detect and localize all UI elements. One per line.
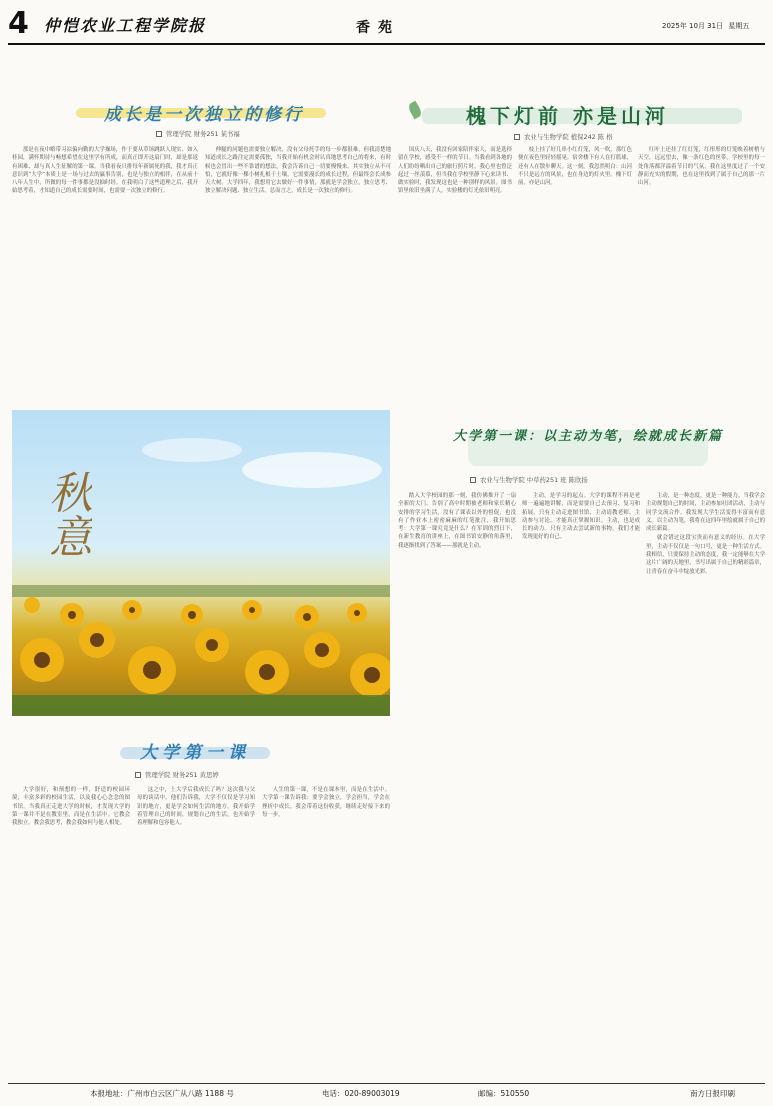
- article-4-col-2: 这之中，上大学后我成长了吗？这次我与父母的谈话中，他们告诉我，大学不仅仅是学习知识的地方，更是学会如何生活的地方。我开始学着管理自己的时间，规划自己的生活，也开始学着理解和包容他人。: [137, 787, 255, 827]
- masthead-rule: [8, 43, 765, 45]
- article-1-title: 成长是一次独立的修行: [104, 105, 304, 125]
- article-2-byline: 农业与生物学院 植保242 陈 格: [514, 132, 613, 141]
- leaf-icon: [407, 101, 424, 120]
- article-2-col-3: 红叶上还挂了红灯笼，红彤彤的灯笼映着树梢与天空，远远望去，像一条红色的丝带。学校里的每一处角落都洋溢着节日的气氛，我在这里度过了一个安静而充实的假期，也在这里找到了属于自己的那一片山河。: [638, 147, 765, 187]
- article-3-col-1: 踏入大学校园的那一刻，我仿佛推开了一扇全新的大门。告别了高中时期被老师和家长精心安排的学习生活，没有了课表以外的督促，也没有了作业本上密密麻麻的红笔批注，我开始思考：大学第一课究竟是什么？在军训的烈日下，在新生教育的讲座上，在图书馆安静的角落里，我逐渐找到了答案——那就是主动。: [398, 493, 516, 549]
- article-1-col-2: 伸腿的问题也需要独立解决，没有父母托手的每一步都很难，但我清楚地知道成长之路注定需要孤独，当我开始有机会时认真地思考自己的将来，有时候也会冒出一些不靠谱的想法，我会告诉自己一切要慢慢来。其实独立从不可怕，它就好像一棵小树扎根于土壤，它需要漫长的成长过程，但最终会长成参天大树。大学四年，我想用它去做好一件事情，那就是学会独立，独立思考、独立解决问题、独立生活。总而言之，成长是一次独立的修行。: [205, 147, 391, 195]
- section-title: 香苑: [356, 20, 400, 36]
- page-number: 4: [8, 6, 29, 41]
- article-3-title: 大学第一课：以主动为笔，绘就成长新篇: [452, 429, 723, 444]
- article-3-byline: 农业与生物学院 中草药251 班 陈欣扬: [470, 475, 588, 484]
- footer-phone: 电话：020-89003019: [322, 1089, 400, 1098]
- article-1-col-1: 那是在夜中略带习凉偏向勤的大学操场，作于要从草场跳跃人现实、如入桂园，满怀期待与畅想希望在这里学有所成，而真正即开这扇门时，却是那返有困难、却与真人生征解的第一课。当我看夜只排每年新属死的我，我才真正意识到“大学”本质上是一场与过去的赢事告别，也是与独立的相伴，在从前十八年人生中，所做的每一件事都是没抽时经。在我明白了这些道理之后，我开始思考着，才知道自己的成长需要时间，也需要一次独立的修行。: [12, 147, 198, 195]
- footer-rule: [8, 1083, 765, 1084]
- article-2-col-1: 国庆八天，我没有回家陪伴家人，而是选择留在学校，感受不一样的节日。当我看到各地的人们纷纷晒出自己的旅行照片时，我心里也曾泛起过一丝羡慕，但当我在学校里静下心来读书、做实验时，我发现这也是一种别样的风景。图书馆里依旧坐满了人，实验楼的灯光依旧明亮。: [398, 147, 512, 195]
- calligraphy-text: 秋意: [41, 470, 92, 558]
- article-4-byline: 管理学院 财务251 黄思婷: [135, 770, 219, 779]
- article-1-byline: 管理学院 财务251 某书福: [156, 129, 240, 138]
- footer-address: 本报地址：广州市白云区广从八路 1188 号: [90, 1089, 234, 1098]
- masthead: [0, 0, 773, 46]
- article-1-title-band: [36, 100, 366, 124]
- article-3-col-2: 主动，是学习的起点。大学的课程不再是老师一遍遍地讲解，而是需要自己去预习、复习和拓展。只有主动走进图书馆、主动请教老师、主动参与讨论，才能真正掌握知识。主动，也是成长的动力。只有主动去尝试新的事物，我们才能发现更好的自己。: [522, 493, 640, 541]
- footer-postcode: 邮编：510550: [478, 1089, 530, 1098]
- article-3-col-3: 主动，是一种态度，更是一种能力。当我学会主动规划自己的时间，主动参加社团活动，主动与同学交流合作，我发现大学生活变得丰富而有意义。以主动为笔，我将在这四年里绘就属于自己的成长新篇。 就会错过这段宝贵而有意义的经历。在大学里，主动不仅仅是一句口号，更是一种生活方式。我相信，只要保持主动的态度，我一定能够在大学这片广阔的天地里，书写出属于自己的精彩篇章，让青春在奋斗中绽放光彩。: [646, 493, 765, 575]
- footer-printer: 南方日报印刷: [690, 1089, 735, 1098]
- article-4-col-1: 大学很好，和预想的一样，舒适的校园环境，丰富多彩的校园生活，以及我心心念念的图书馆。当我真正走进大学的时候，才发现大学的第一课并不是在教室里，而是在生活中。它教会我独立，教会我思考，教会我如何与他人相处。: [12, 787, 130, 827]
- paper-name: 仲恺农业工程学院报: [44, 16, 207, 35]
- article-3-title-band: [398, 420, 764, 470]
- article-4-title-band: [90, 738, 320, 764]
- article-4-title: 大学第一课: [140, 743, 250, 763]
- issue-date: 2025年 10月 31日 星期五: [662, 22, 750, 30]
- article-2-title-band: [398, 98, 764, 128]
- article-2-col-2: 枝上挂了好几串小红灯笼，风一吹，那红色便在夜色里轻轻摇晃。宿舍楼下有人在打篮球，还有人在散步聊天。这一刻，我忽然明白：山河不只是远方的风景，也在身边的灯火里。槐下灯前，亦是山河。: [518, 147, 632, 187]
- sunflower-illustration: [12, 410, 390, 716]
- article-4-col-3: 人生的第一课，不是在课本里，而是在生活中。大学第一课告诉我：要学会独立，学会担当，学会在挫折中成长。我会带着这份收获，继续走好接下来的每一步。: [262, 787, 390, 818]
- article-2-title: 槐下灯前 亦是山河: [466, 104, 669, 128]
- sunflower-field-image: [12, 410, 390, 716]
